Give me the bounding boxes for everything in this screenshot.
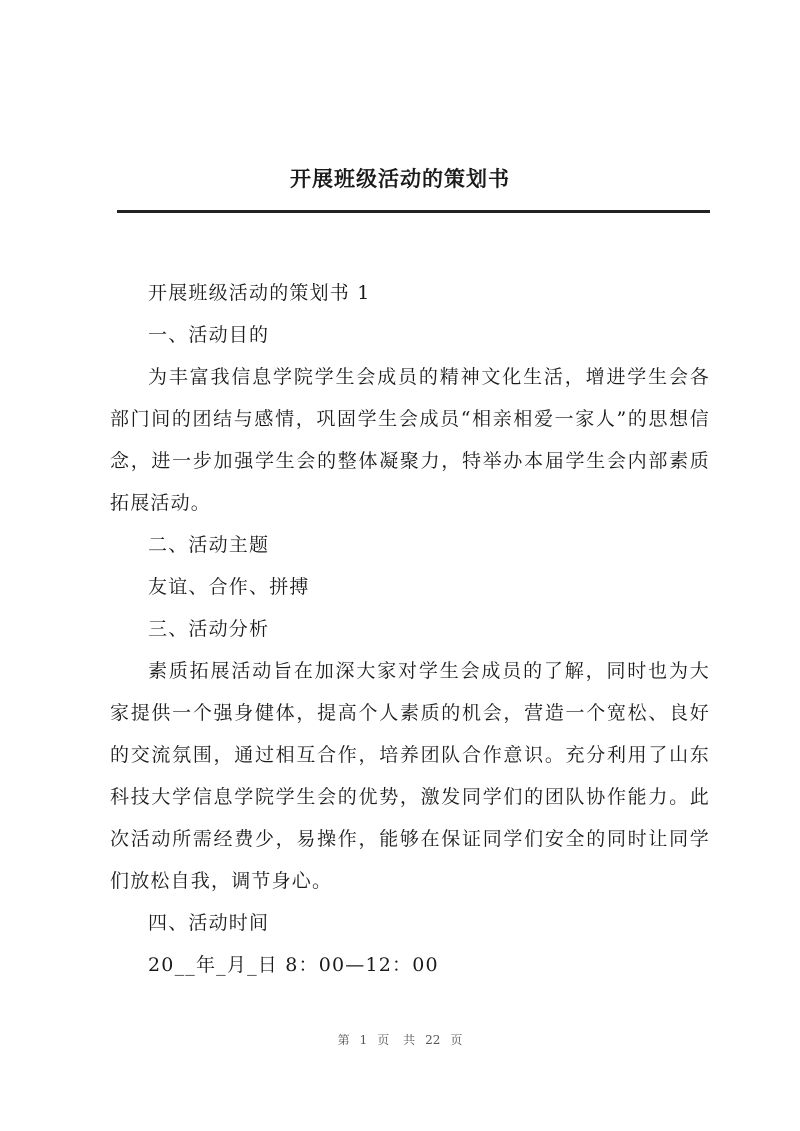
- body-paragraph: 为丰富我信息学院学生会成员的精神文化生活，增进学生会各部门间的团结与感情，巩固学生会成员“相亲相爱一家人”的思想信念，进一步加强学生会的整体凝聚力，特举办本届学生会内部素质拓展活动。: [110, 366, 710, 514]
- section-heading: 开展班级活动的策划书 1: [148, 282, 371, 304]
- title-underline: [117, 210, 710, 213]
- section-heading: 一、活动目的: [148, 324, 270, 346]
- footer-total-pages: 22: [425, 1033, 441, 1047]
- document-body: [110, 272, 710, 986]
- section-heading: 三、活动分析: [148, 618, 270, 640]
- section-heading: 四、活动时间: [148, 912, 270, 934]
- page-footer: [0, 1031, 800, 1048]
- body-paragraph: 友谊、合作、拼搏: [148, 576, 310, 598]
- footer-middle: 页 共: [377, 1033, 416, 1047]
- body-paragraph: 20__年_月_日 8：00—12：00: [148, 954, 439, 976]
- body-paragraph: 素质拓展活动旨在加深大家对学生会成员的了解，同时也为大家提供一个强身健体，提高个人素质的机会，营造一个宽松、良好的交流氛围，通过相互合作，培养团队合作意识。充分利用了山东科技大学信息学院学生会的优势，激发同学们的团队协作能力。此次活动所需经费少，易操作，能够在保证同学们安全的同时让同学们放松自我，调节身心。: [110, 660, 710, 892]
- document-title: 开展班级活动的策划书: [290, 166, 510, 191]
- footer-page-number: 1: [359, 1033, 368, 1047]
- footer-prefix: 第: [337, 1033, 350, 1047]
- footer-suffix: 页: [450, 1033, 463, 1047]
- section-heading: 二、活动主题: [148, 534, 270, 556]
